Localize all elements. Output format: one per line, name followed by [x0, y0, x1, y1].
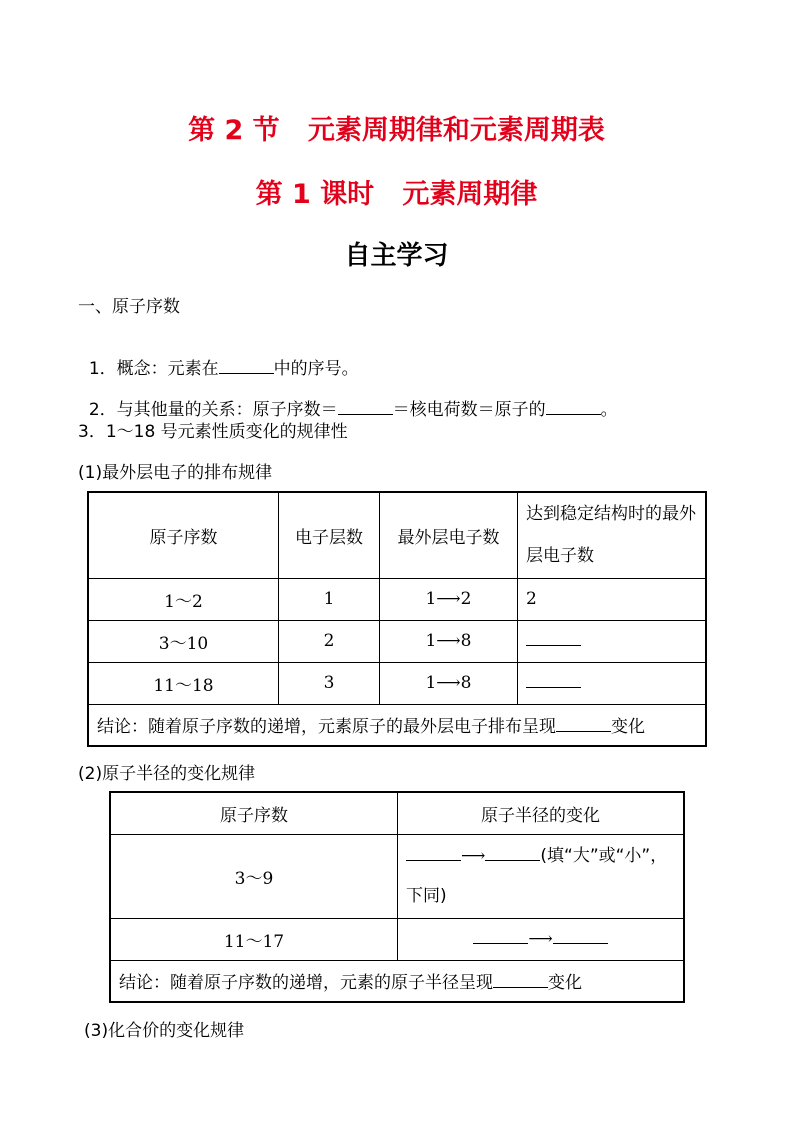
table2-header-cell: 原子半径的变化: [398, 792, 685, 834]
conclusion-prefix: 结论：随着原子序数的递增，元素的原子半径呈现: [119, 973, 493, 994]
electron-table: [87, 491, 707, 747]
table2-header-cell: 原子序数: [110, 792, 398, 834]
lesson-subtitle: 第 1 课时 元素周期律: [255, 179, 538, 210]
item3: 3．1～18 号元素性质变化的规律性: [78, 422, 348, 442]
arrow: ⟶: [461, 846, 486, 866]
answer-blank: [526, 631, 581, 646]
table1-header-cell: 达到稳定结构时的最外层电子数: [518, 492, 707, 578]
table1-cell: 1⟶8: [380, 662, 518, 704]
table1-cell: [518, 662, 707, 704]
table2-cell: [398, 834, 685, 918]
conclusion-suffix: 变化: [548, 973, 582, 994]
answer-blank: [493, 973, 548, 988]
table-row: [110, 918, 684, 960]
item1-prefix: 1．概念：元素在: [88, 359, 219, 379]
table1-cell: 1: [279, 578, 380, 620]
section-heading: 自主学习: [344, 241, 449, 271]
answer-blank: [485, 846, 540, 861]
table1-cell: 2: [518, 578, 707, 620]
answer-blank: [556, 717, 611, 732]
part1-heading: 一、原子序数: [78, 297, 180, 317]
table1-cell: [518, 620, 707, 662]
table2-cell: [398, 918, 685, 960]
table-row: [110, 834, 684, 918]
conclusion-prefix: 结论：随着原子序数的递增，元素原子的最外层电子排布呈现: [97, 717, 556, 738]
table1-cell: 1⟶2: [380, 578, 518, 620]
table-row: [88, 662, 706, 704]
item1-suffix: 中的序号。: [273, 359, 359, 379]
item1: [78, 334, 359, 379]
table1-cell: 3～10: [88, 620, 279, 662]
item2-suffix: 。: [600, 400, 618, 420]
table1-header-cell: 原子序数: [88, 492, 279, 578]
table1-header-cell: 电子层数: [279, 492, 380, 578]
table1-cell: 2: [279, 620, 380, 662]
radius-table: [109, 791, 685, 1003]
table1-cell: 1～2: [88, 578, 279, 620]
answer-blank: [546, 400, 601, 415]
table-row: [88, 578, 706, 620]
answer-blank: [553, 929, 608, 944]
table2-cell: 11～17: [110, 918, 398, 960]
conclusion-suffix: 变化: [611, 717, 645, 738]
table-row: [88, 620, 706, 662]
item2-mid: ＝核电荷数＝原子的: [392, 400, 546, 420]
table1-caption: (1)最外层电子的排布规律: [78, 463, 273, 483]
table1-cell: 1⟶8: [380, 620, 518, 662]
table1-cell: 11～18: [88, 662, 279, 704]
fill-hint: (填“大”或“小”，下同): [406, 846, 668, 906]
answer-blank: [219, 359, 274, 374]
answer-blank: [473, 929, 528, 944]
item2: [78, 375, 618, 420]
answer-blank: [526, 673, 581, 688]
part3-caption: (3)化合价的变化规律: [84, 1021, 245, 1041]
answer-blank: [406, 846, 461, 861]
table2-cell: 3～9: [110, 834, 398, 918]
table1-conclusion: [88, 704, 706, 746]
table1-header-cell: 最外层电子数: [380, 492, 518, 578]
table1-cell: 3: [279, 662, 380, 704]
item2-prefix: 2．与其他量的关系：原子序数＝: [88, 400, 338, 420]
answer-blank: [338, 400, 393, 415]
table2-conclusion: [110, 960, 684, 1002]
arrow: ⟶: [528, 929, 553, 949]
table2-caption: (2)原子半径的变化规律: [78, 764, 256, 784]
lesson-title: 第 2 节 元素周期律和元素周期表: [188, 115, 605, 146]
